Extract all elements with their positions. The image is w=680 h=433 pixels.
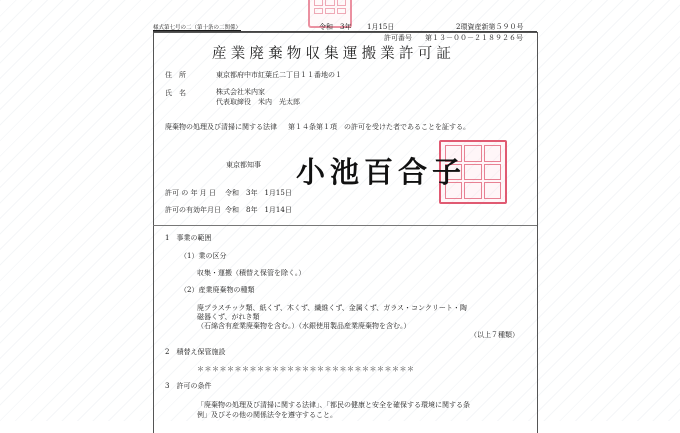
address-value: 東京都府中市紅葉丘二丁目１１番地の１ [216,71,342,79]
permit-date-label: 許可 の 年 月 日 [165,189,216,197]
sub1-content: 収集・運搬（積替え保管を除く。） [197,269,306,277]
reference-number: 2環資産新第５９０号 [456,23,524,31]
issue-date-year: 3年 [340,23,352,31]
document-title: 産業廃棄物収集運搬業許可証 [212,46,456,62]
valid-until-date: 令和 8年 1月14日 [225,206,292,214]
section2-content: ＊＊＊＊＊＊＊＊＊＊＊＊＊＊＊＊＊＊＊＊＊＊＊＊＊＊＊＊＊ [197,365,415,373]
issue-date-monthday: 1月15日 [367,23,395,31]
certification-statement: の許可を受けた者であることを証する。 [344,123,470,131]
governor-signature: 小池百合子 [296,155,467,189]
permit-date: 令和 3年 1月15日 [225,189,292,197]
valid-until-label: 許可の有効年月日 [165,206,221,214]
section-divider [153,225,537,226]
issue-date-era: 令和 [319,23,333,31]
permit-number-label: 許可番号 [384,34,412,42]
address-label: 住 所 [165,71,186,79]
name-label: 氏 名 [165,89,186,97]
waste-types-count: （以上７種類） [470,331,519,339]
certification-law: 廃棄物の処理及び清掃に関する法律 [165,123,277,131]
section1-heading: 1 事業の範囲 [165,234,212,242]
issuer-title: 東京都知事 [226,161,261,169]
representative-name: 代表取締役 米内 光太郎 [216,98,300,106]
company-name: 株式会社米内家 [216,88,265,96]
waste-types-line1: 廃プラスチック類、紙くず、木くず、繊維くず、金属くず、ガラス・コンクリート・陶 [197,304,467,312]
section3-heading: 3 許可の条件 [165,382,212,390]
form-label: 様式第七号の二（第十条の二関係） [153,25,242,31]
waste-types-line2: 磁器くず、がれき類 [197,313,260,321]
conditions-line1: 「廃棄物の処理及び清掃に関する法律」、「都民の健康と安全を確保する環境に関する条 [197,401,470,409]
certification-article: 第１４条第１項 [288,123,337,131]
permit-number: 第１３－００－２１８９２６号 [425,34,523,42]
conditions-line2: 例」及びその他の関係法令を遵守すること。 [197,411,337,419]
sub1-heading: （1）業の区分 [180,252,227,260]
section2-heading: 2 積替え保管施設 [165,348,226,356]
sub2-heading: （2）産業廃棄物の種類 [180,286,255,294]
waste-types-note: （石綿含有産業廃棄物を含む。）（水銀使用製品産業廃棄物を含む。） [197,322,411,330]
